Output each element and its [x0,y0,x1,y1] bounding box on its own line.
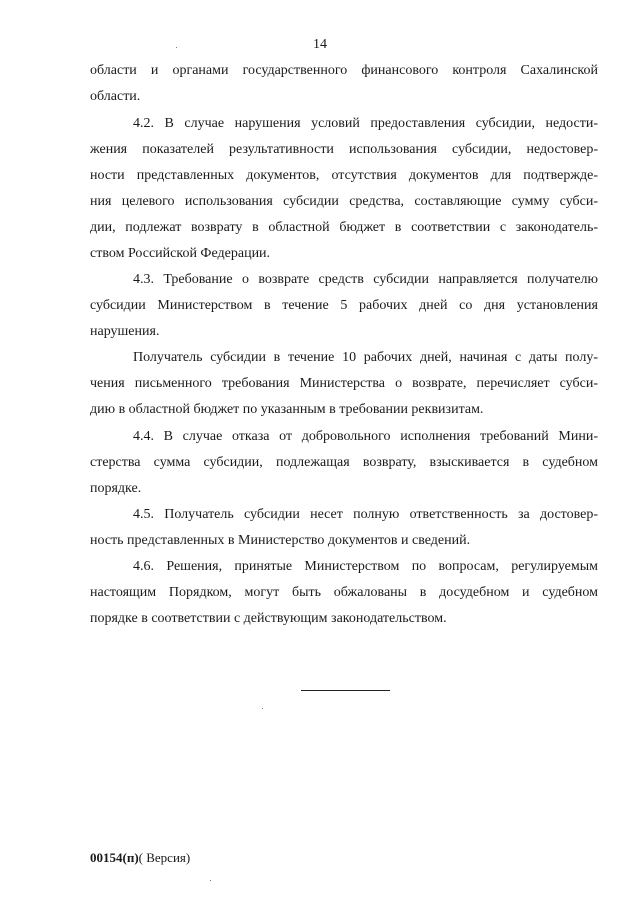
body-text-line: дии, подлежат возврату в областной бюджет в соответствии с законодатель- [90,220,598,235]
page-number: 14 [313,37,327,52]
scan-speck [176,47,177,48]
body-text-line: нарушения. [90,324,160,339]
footer-document-code [90,850,190,866]
body-text-line: Получатель субсидии в течение 10 рабочих дней, начиная с даты полу- [133,350,598,365]
scan-speck [262,708,263,709]
body-text-line: чения письменного требования Министерства о возврате, перечисляет субси- [90,376,598,391]
body-text-line: ности представленных документов, отсутствия документов для подтвержде- [90,168,598,183]
body-text-line: стерства сумма субсидии, подлежащая возврату, взыскивается в судебном [90,455,598,470]
scan-speck [210,880,211,881]
body-text-line: ством Российской Федерации. [90,246,271,261]
body-text-line: 4.4. В случае отказа от добровольного исполнения требований Мини- [133,429,598,444]
footer-code: 00154(п) [90,850,139,865]
body-text-line: 4.5. Получатель субсидии несет полную ответственность за достовер- [133,507,598,522]
body-text-line: настоящим Порядком, могут быть обжалованы в досудебном и судебном [90,585,598,600]
body-text-line: порядке. [90,481,142,496]
body-text-line: ность представленных в Министерство документов и сведений. [90,533,471,548]
body-text-line: 4.3. Требование о возврате средств субсидии направляется получателю [133,272,598,287]
footer-version: ( Версия) [138,850,191,865]
body-text-line: субсидии Министерством в течение 5 рабочих дней со дня установления [90,298,598,313]
body-text-line: 4.6. Решения, принятые Министерством по вопросам, регулируемым [133,559,598,574]
body-text-line: 4.2. В случае нарушения условий предоставления субсидии, недости- [133,116,598,131]
body-text-line: ния целевого использования субсидии средства, составляющие сумму субси- [90,194,598,209]
end-separator-line [301,690,390,691]
body-text-line: области и органами государственного финансового контроля Сахалинской [90,63,598,78]
body-text-line: дию в областной бюджет по указанным в требовании реквизитам. [90,402,484,417]
body-text-line: жения показателей результативности использования субсидии, недостовер- [90,142,598,157]
body-text-line: порядке в соответствии с действующим законодательством. [90,611,447,626]
body-text-line: области. [90,89,141,104]
